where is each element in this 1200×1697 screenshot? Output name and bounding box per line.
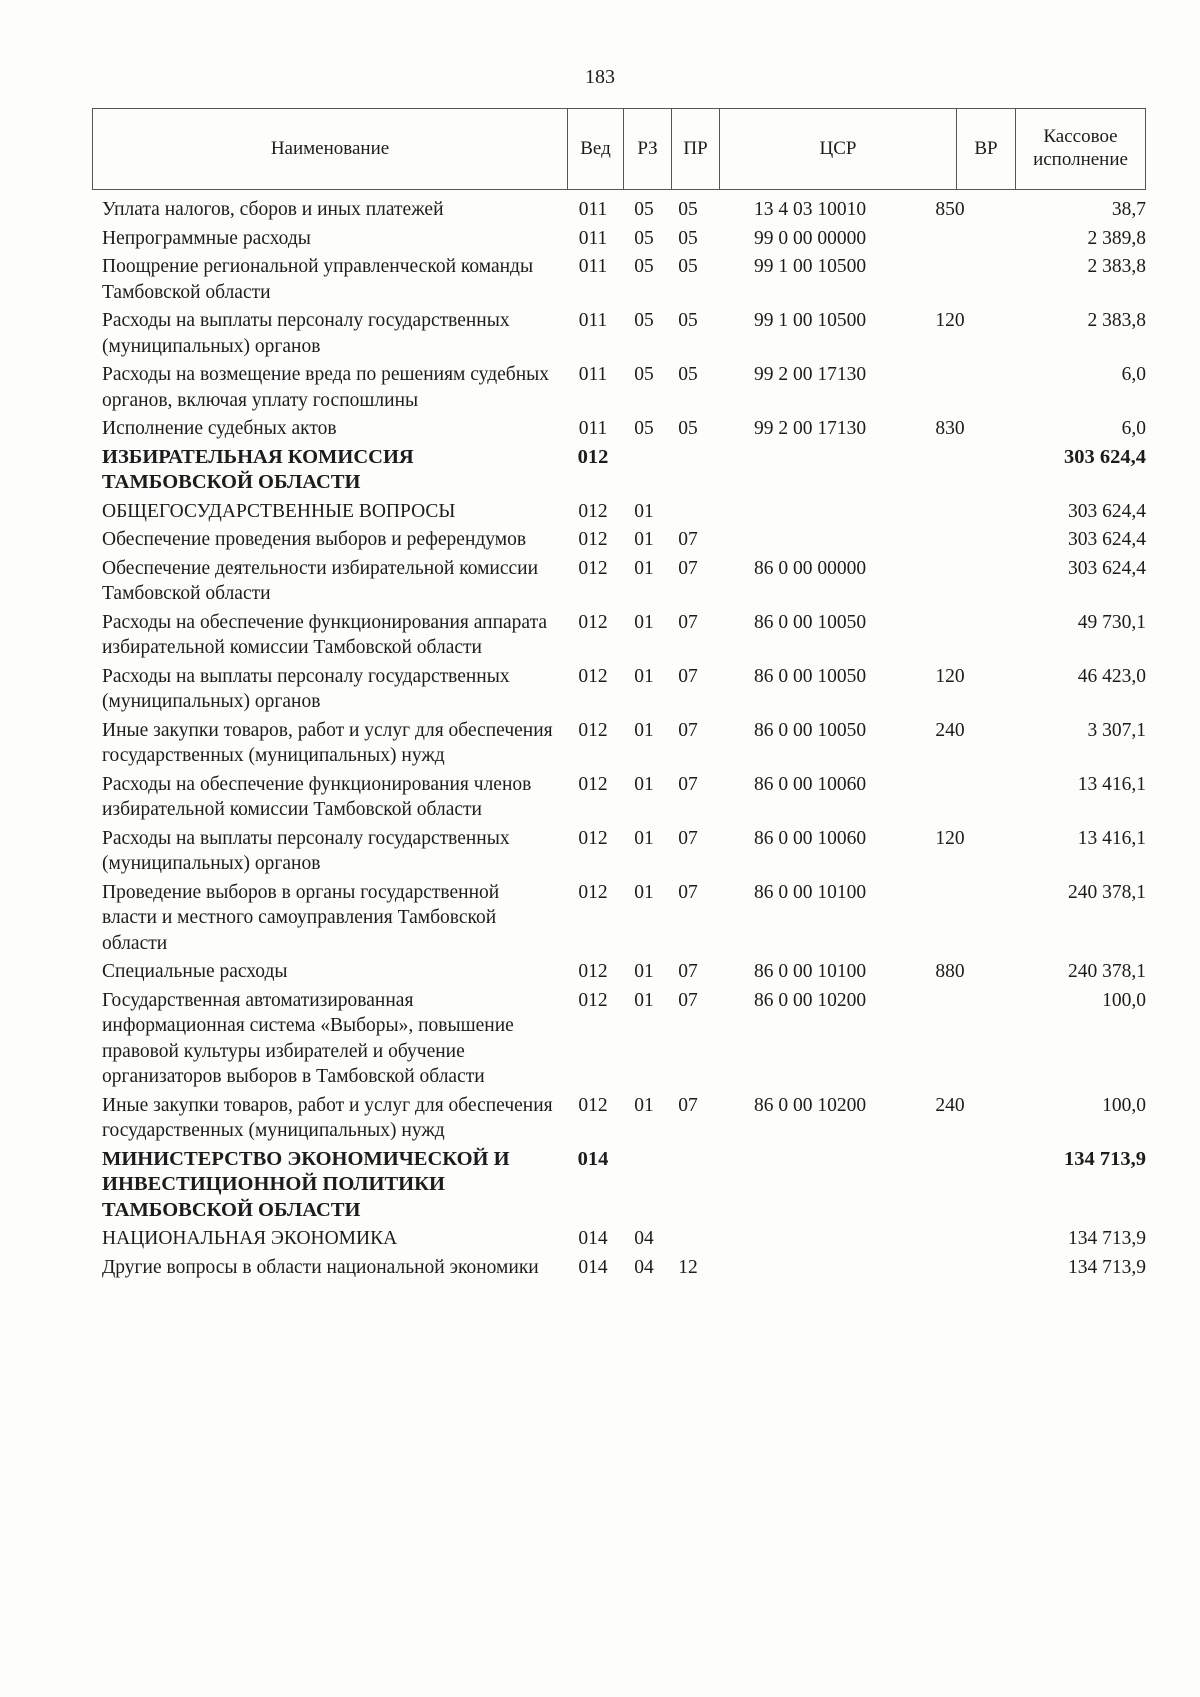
row-name: Иные закупки товаров, работ и услуг для обеспечения государственных (муниципальных) нужд — [102, 1094, 553, 1141]
row-amount: 2 383,8 — [1087, 310, 1146, 331]
table-row — [102, 445, 1146, 496]
row-rz: 01 — [634, 881, 654, 903]
row-name: Исполнение судебных актов — [102, 418, 337, 439]
row-ved: 012 — [578, 827, 608, 849]
table-row — [102, 226, 1146, 252]
row-csr: 86 0 00 10200 — [753, 989, 867, 1011]
row-name: Расходы на выплаты персоналу государственных (муниципальных) органов — [102, 827, 510, 874]
row-vr: 240 — [935, 1094, 965, 1116]
row-pr: 05 — [678, 199, 698, 220]
table-row — [102, 988, 1146, 1090]
row-name: Другие вопросы в области национальной экономики — [102, 1256, 539, 1278]
row-vr — [910, 880, 990, 957]
header-name: Наименование — [93, 109, 568, 189]
row-csr: 86 0 00 10050 — [753, 719, 867, 741]
row-ved: 012 — [577, 445, 609, 468]
row-pr: 12 — [678, 1256, 698, 1278]
row-vr — [910, 445, 990, 496]
row-vr: 830 — [935, 418, 965, 439]
row-amount: 240 378,1 — [1068, 881, 1146, 903]
row-amount: 100,0 — [1102, 989, 1146, 1011]
row-name: Государственная автоматизированная информационная система «Выборы», повышение правовой культуры избирателей и обучение организаторов выборов в Тамбовской области — [102, 989, 514, 1087]
row-amount: 100,0 — [1102, 1094, 1146, 1116]
row-pr: 07 — [678, 1094, 698, 1116]
row-pr: 05 — [678, 364, 698, 385]
row-vr — [910, 610, 990, 661]
row-name: Расходы на обеспечение функционирования членов избирательной комиссии Тамбовской области — [102, 773, 532, 820]
row-pr: 07 — [678, 529, 698, 550]
table-row — [102, 1226, 1146, 1252]
row-rz: 05 — [634, 256, 654, 277]
row-amount: 303 624,4 — [1068, 500, 1146, 522]
row-amount: 3 307,1 — [1087, 719, 1146, 741]
table-row — [102, 254, 1146, 305]
row-ved: 012 — [578, 500, 608, 522]
row-pr: 07 — [678, 961, 698, 982]
row-vr — [910, 1226, 990, 1252]
row-rz: 01 — [634, 719, 654, 741]
row-pr: 07 — [678, 881, 698, 903]
row-name: Обеспечение деятельности избирательной комиссии Тамбовской области — [102, 557, 539, 604]
row-rz: 05 — [634, 364, 654, 385]
row-csr: 99 0 00 00000 — [753, 227, 867, 249]
row-amount: 303 624,4 — [1068, 529, 1146, 550]
row-ved: 012 — [578, 665, 608, 687]
row-pr: 07 — [678, 989, 698, 1011]
table-row — [102, 197, 1146, 223]
row-rz: 01 — [634, 989, 654, 1011]
row-rz: 01 — [634, 961, 654, 982]
table-row — [102, 362, 1146, 413]
row-csr: 86 0 00 10060 — [753, 827, 867, 849]
row-rz: 01 — [634, 773, 654, 795]
row-name: Уплата налогов, сборов и иных платежей — [102, 199, 444, 220]
row-name: Расходы на обеспечение функционирования аппарата избирательной комиссии Тамбовской области — [102, 611, 547, 658]
row-vr: 120 — [935, 665, 965, 687]
row-name: Обеспечение проведения выборов и референдумов — [102, 529, 527, 550]
row-pr: 05 — [678, 227, 698, 249]
row-vr: 120 — [935, 310, 965, 331]
table-row — [102, 610, 1146, 661]
row-amount: 303 624,4 — [1068, 557, 1146, 579]
row-csr — [710, 527, 910, 553]
row-csr: 13 4 03 10010 — [753, 199, 867, 220]
row-ved: 012 — [578, 611, 608, 633]
row-amount: 2 389,8 — [1087, 227, 1146, 249]
table-row — [102, 664, 1146, 715]
header-csr: ЦСР — [720, 109, 957, 189]
row-csr — [710, 445, 910, 496]
row-pr — [666, 499, 710, 525]
row-csr: 99 2 00 17130 — [753, 364, 867, 385]
row-vr — [910, 772, 990, 823]
table-row — [102, 772, 1146, 823]
row-amount: 38,7 — [1111, 199, 1146, 220]
table-row — [102, 499, 1146, 525]
header-vr: ВР — [957, 109, 1016, 189]
row-amount: 134 713,9 — [1068, 1228, 1146, 1249]
row-csr — [710, 1226, 910, 1252]
table-body — [102, 194, 1146, 1280]
row-rz: 05 — [634, 418, 654, 439]
row-pr — [666, 445, 710, 496]
row-rz: 01 — [634, 529, 654, 550]
row-csr: 86 0 00 10100 — [753, 961, 867, 982]
table-row — [102, 959, 1146, 985]
row-vr: 240 — [935, 719, 965, 741]
row-pr — [666, 1147, 710, 1224]
row-amount: 2 383,8 — [1087, 256, 1146, 277]
row-ved: 011 — [578, 418, 608, 439]
row-amount: 13 416,1 — [1077, 773, 1146, 795]
row-name: Иные закупки товаров, работ и услуг для обеспечения государственных (муниципальных) нужд — [102, 719, 553, 766]
row-ved: 014 — [577, 1147, 609, 1170]
row-amount: 134 713,9 — [1068, 1256, 1146, 1278]
row-amount: 49 730,1 — [1077, 611, 1146, 633]
row-vr — [910, 499, 990, 525]
row-vr — [910, 226, 990, 252]
row-csr: 99 1 00 10500 — [753, 256, 867, 277]
row-vr — [910, 362, 990, 413]
row-csr — [710, 499, 910, 525]
row-name: Непрограммные расходы — [102, 227, 311, 249]
row-name: ИЗБИРАТЕЛЬНАЯ КОМИССИЯ ТАМБОВСКОЙ ОБЛАСТИ — [102, 445, 414, 493]
row-amount: 6,0 — [1121, 364, 1146, 385]
row-ved: 011 — [578, 199, 608, 220]
header-rz: РЗ — [624, 109, 672, 189]
row-ved: 011 — [578, 364, 608, 385]
row-pr: 05 — [678, 310, 698, 331]
row-pr: 05 — [678, 418, 698, 439]
row-csr: 99 2 00 17130 — [753, 418, 867, 439]
row-rz: 05 — [634, 199, 654, 220]
row-vr — [910, 1147, 990, 1224]
row-vr — [910, 1255, 990, 1281]
table-row — [102, 1093, 1146, 1144]
row-name: Специальные расходы — [102, 961, 288, 982]
row-pr: 07 — [678, 719, 698, 741]
row-ved: 014 — [578, 1256, 608, 1278]
row-csr: 99 1 00 10500 — [753, 310, 867, 331]
row-ved: 011 — [578, 227, 608, 249]
row-vr — [910, 988, 990, 1090]
row-vr — [910, 556, 990, 607]
row-ved: 011 — [578, 256, 608, 277]
row-rz: 01 — [634, 500, 654, 522]
row-rz: 01 — [634, 665, 654, 687]
row-ved: 012 — [578, 557, 608, 579]
row-rz: 01 — [634, 611, 654, 633]
row-name: Поощрение региональной управленческой команды Тамбовской области — [102, 256, 534, 303]
row-name: МИНИСТЕРСТВО ЭКОНОМИЧЕСКОЙ И ИНВЕСТИЦИОННОЙ ПОЛИТИКИ ТАМБОВСКОЙ ОБЛАСТИ — [102, 1147, 510, 1221]
row-csr: 86 0 00 10100 — [753, 881, 867, 903]
row-csr: 86 0 00 10050 — [753, 611, 867, 633]
row-rz: 05 — [634, 310, 654, 331]
row-ved: 012 — [578, 773, 608, 795]
row-csr: 86 0 00 10060 — [753, 773, 867, 795]
row-ved: 014 — [578, 1228, 608, 1249]
row-ved: 012 — [578, 989, 608, 1011]
row-rz — [622, 1147, 666, 1224]
page-number: 183 — [585, 66, 615, 88]
row-csr: 86 0 00 00000 — [753, 557, 867, 579]
row-csr: 86 0 00 10050 — [753, 665, 867, 687]
row-name: НАЦИОНАЛЬНАЯ ЭКОНОМИКА — [102, 1228, 398, 1249]
row-rz: 01 — [634, 1094, 654, 1116]
table-row — [102, 718, 1146, 769]
row-ved: 011 — [578, 310, 608, 331]
row-amount: 303 624,4 — [1064, 445, 1146, 468]
row-ved: 012 — [578, 529, 608, 550]
row-pr — [666, 1226, 710, 1252]
row-name: ОБЩЕГОСУДАРСТВЕННЫЕ ВОПРОСЫ — [102, 500, 456, 522]
row-ved: 012 — [578, 719, 608, 741]
row-ved: 012 — [578, 881, 608, 903]
row-name: Расходы на возмещение вреда по решениям судебных органов, включая уплату госпошлины — [102, 364, 549, 411]
row-pr: 07 — [678, 665, 698, 687]
row-vr: 120 — [935, 827, 965, 849]
row-rz: 05 — [634, 227, 654, 249]
table-row — [102, 1147, 1146, 1224]
row-pr: 07 — [678, 611, 698, 633]
header-pr: ПР — [672, 109, 720, 189]
row-ved: 012 — [578, 961, 608, 982]
table-row — [102, 527, 1146, 553]
row-amount: 46 423,0 — [1077, 665, 1146, 687]
row-name: Проведение выборов в органы государственной власти и местного самоуправления Тамбовской области — [102, 881, 500, 954]
row-ved: 012 — [578, 1094, 608, 1116]
table-row — [102, 556, 1146, 607]
row-pr: 07 — [678, 827, 698, 849]
row-rz: 04 — [634, 1256, 654, 1278]
table-row — [102, 1255, 1146, 1281]
table-header — [92, 108, 1146, 190]
header-amount: Кассовое исполнение — [1033, 126, 1128, 170]
row-name: Расходы на выплаты персоналу государственных (муниципальных) органов — [102, 665, 510, 712]
table-row — [102, 308, 1146, 359]
row-vr: 850 — [935, 199, 965, 220]
row-csr — [710, 1147, 910, 1224]
row-rz: 04 — [634, 1228, 654, 1249]
row-csr — [710, 1255, 910, 1281]
row-pr: 07 — [678, 557, 698, 579]
table-row — [102, 880, 1146, 957]
row-pr: 07 — [678, 773, 698, 795]
row-csr: 86 0 00 10200 — [753, 1094, 867, 1116]
row-rz — [622, 445, 666, 496]
row-pr: 05 — [678, 256, 698, 277]
row-rz: 01 — [634, 557, 654, 579]
row-vr — [910, 254, 990, 305]
row-amount: 6,0 — [1121, 418, 1146, 439]
row-vr: 880 — [935, 961, 965, 982]
row-amount: 13 416,1 — [1077, 827, 1146, 849]
row-name: Расходы на выплаты персоналу государственных (муниципальных) органов — [102, 310, 510, 357]
table-row — [102, 416, 1146, 442]
row-amount: 240 378,1 — [1068, 961, 1146, 982]
header-ved: Вед — [568, 109, 624, 189]
table-row — [102, 826, 1146, 877]
row-amount: 134 713,9 — [1064, 1147, 1146, 1170]
row-vr — [910, 527, 990, 553]
row-rz: 01 — [634, 827, 654, 849]
